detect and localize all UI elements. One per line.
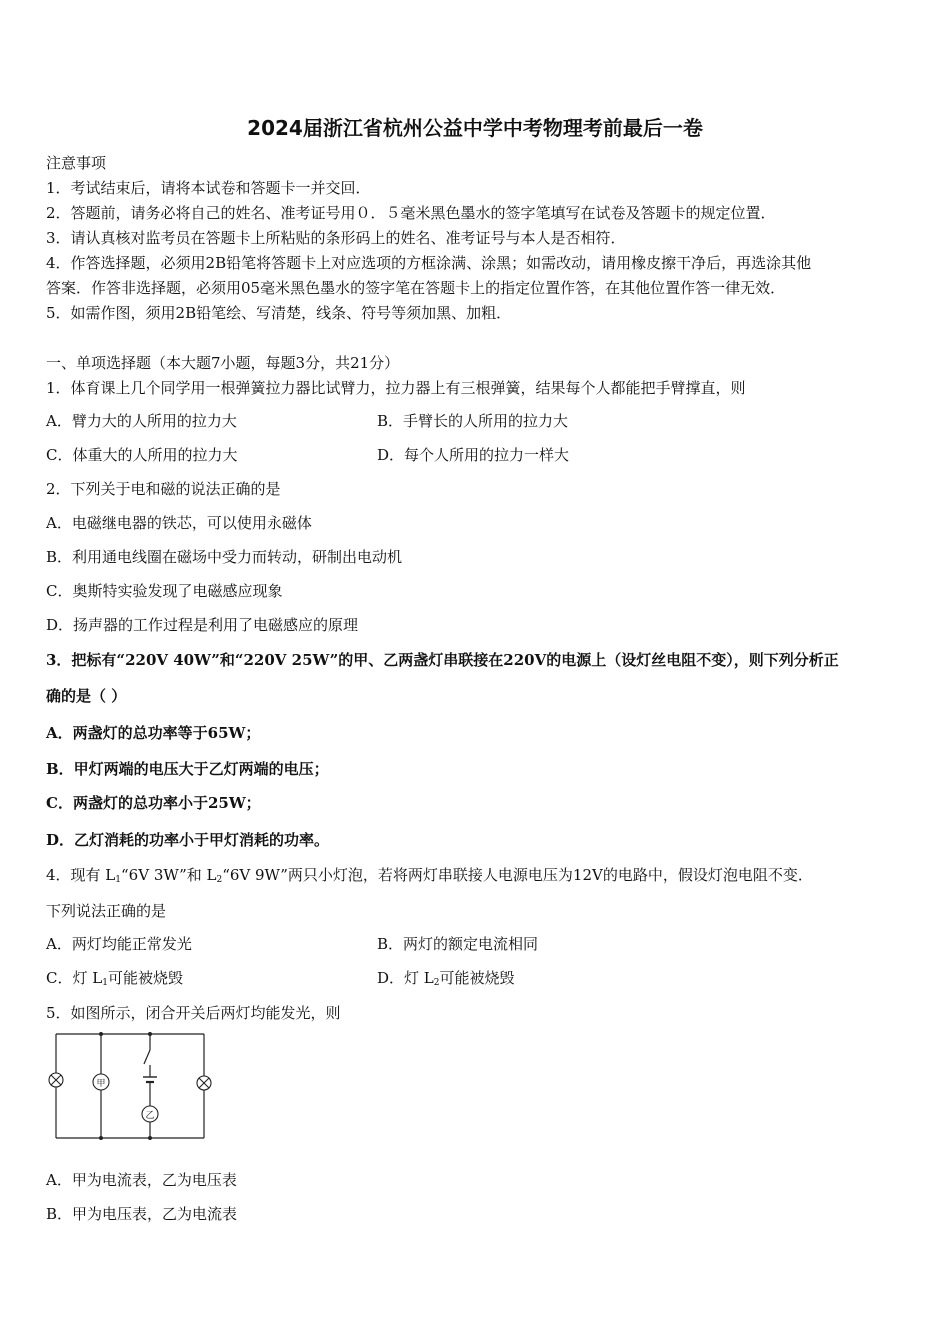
junction-bottom-middle [148, 1136, 152, 1140]
q3-stem: 3．把标有“220V 40W”和“220V 25W”的甲、乙两盏灯串联接在220V的电源上（设灯丝电阻不变），则下列分析正 [46, 651, 839, 669]
q2-option-b: B．利用通电线圈在磁场中受力而转动，研制出电动机 [46, 548, 403, 566]
notice-heading: 注意事项 [46, 154, 107, 172]
q2-option-d: D．扬声器的工作过程是利用了电磁感应的原理 [46, 616, 359, 634]
section-heading: 一、单项选择题（本大题7小题，每题3分，共21分） [46, 354, 400, 372]
q4-option-d: D．灯 $L_2$可能被烧毁 [377, 969, 515, 988]
q1-option-d: D．每个人所用的拉力一样大 [377, 446, 570, 464]
page-title: 2024届浙江省杭州公益中学中考物理考前最后一卷 [247, 116, 703, 140]
q3-option-a: A．两盏灯的总功率等于65W； [46, 724, 261, 742]
q4-stem: 4．现有 $L_1“6V$ 3W”和 $L_2“6V$ 9W”两只小灯泡，若将两灯串联接人电源电压为12V的电路中，假设灯泡电阻不变． [46, 866, 813, 885]
junction-bottom-left [99, 1136, 103, 1140]
q2-option-c: C．奥斯特实验发现了电磁感应现象 [46, 582, 283, 600]
meter-yi-label: 乙 [145, 1111, 155, 1121]
meter-jia-label: 甲 [96, 1079, 106, 1089]
q3-option-b: B．甲灯两端的电压大于乙灯两端的电压； [46, 760, 329, 778]
notice-item-5: 5．如需作图，须用2B铅笔绘、写清楚，线条、符号等须加黑、加粗． [46, 304, 512, 322]
q3-option-d: D．乙灯消耗的功率小于甲灯消耗的功率。 [46, 831, 330, 849]
q3-option-c: C．两盏灯的总功率小于25W； [46, 794, 261, 812]
q4-stem-cont: 下列说法正确的是 [46, 902, 167, 920]
q4-option-c: C．灯 $L_1$可能被烧毁 [46, 969, 183, 988]
q2-option-a: A．电磁继电器的铁芯，可以使用永磁体 [46, 514, 312, 532]
q3-stem-cont: 确的是（ ） [46, 687, 127, 705]
junction-top-left [99, 1032, 103, 1036]
notice-item-4: 4．作答选择题，必须用2B铅笔将答题卡上对应选项的方框涂满、涂黑；如需改动，请用橡皮擦干净后，再选涂其他 [46, 254, 812, 272]
q1-option-a: A．臂力大的人所用的拉力大 [46, 412, 237, 430]
junction-top-middle [148, 1032, 152, 1036]
notice-item-3: 3．请认真核对监考员在答题卡上所粘贴的条形码上的姓名、准考证号与本人是否相符． [46, 229, 626, 247]
q1-option-b: B．手臂长的人所用的拉力大 [377, 412, 569, 430]
circuit-diagram [40, 1028, 220, 1146]
notice-item-2: 2．答题前，请务必将自己的姓名、准考证号用０．５毫米黑色墨水的签字笔填写在试卷及答题卡的规定位置． [46, 204, 776, 222]
switch-blade [144, 1050, 150, 1064]
q1-option-c: C．体重大的人所用的拉力大 [46, 446, 238, 464]
q5-option-a: A．甲为电流表，乙为电压表 [46, 1171, 237, 1189]
q5-option-b: B．甲为电压表，乙为电流表 [46, 1205, 238, 1223]
q5-stem: 5．如图所示，闭合开关后两灯均能发光，则 [46, 1004, 341, 1022]
q2-stem: 2．下列关于电和磁的说法正确的是 [46, 480, 281, 498]
notice-item-1: 1．考试结束后，请将本试卷和答题卡一并交回． [46, 179, 371, 197]
q4-option-a: A．两灯均能正常发光 [46, 935, 192, 953]
q4-option-b: B．两灯的额定电流相同 [377, 935, 539, 953]
notice-item-4-cont: 答案．作答非选择题，必须用05毫米黑色墨水的签字笔在答题卡上的指定位置作答，在其他位置作答一律无效． [46, 279, 786, 297]
q1-stem: 1．体育课上几个同学用一根弹簧拉力器比试臂力，拉力器上有三根弹簧，结果每个人都能把手臂撑直，则 [46, 379, 746, 397]
